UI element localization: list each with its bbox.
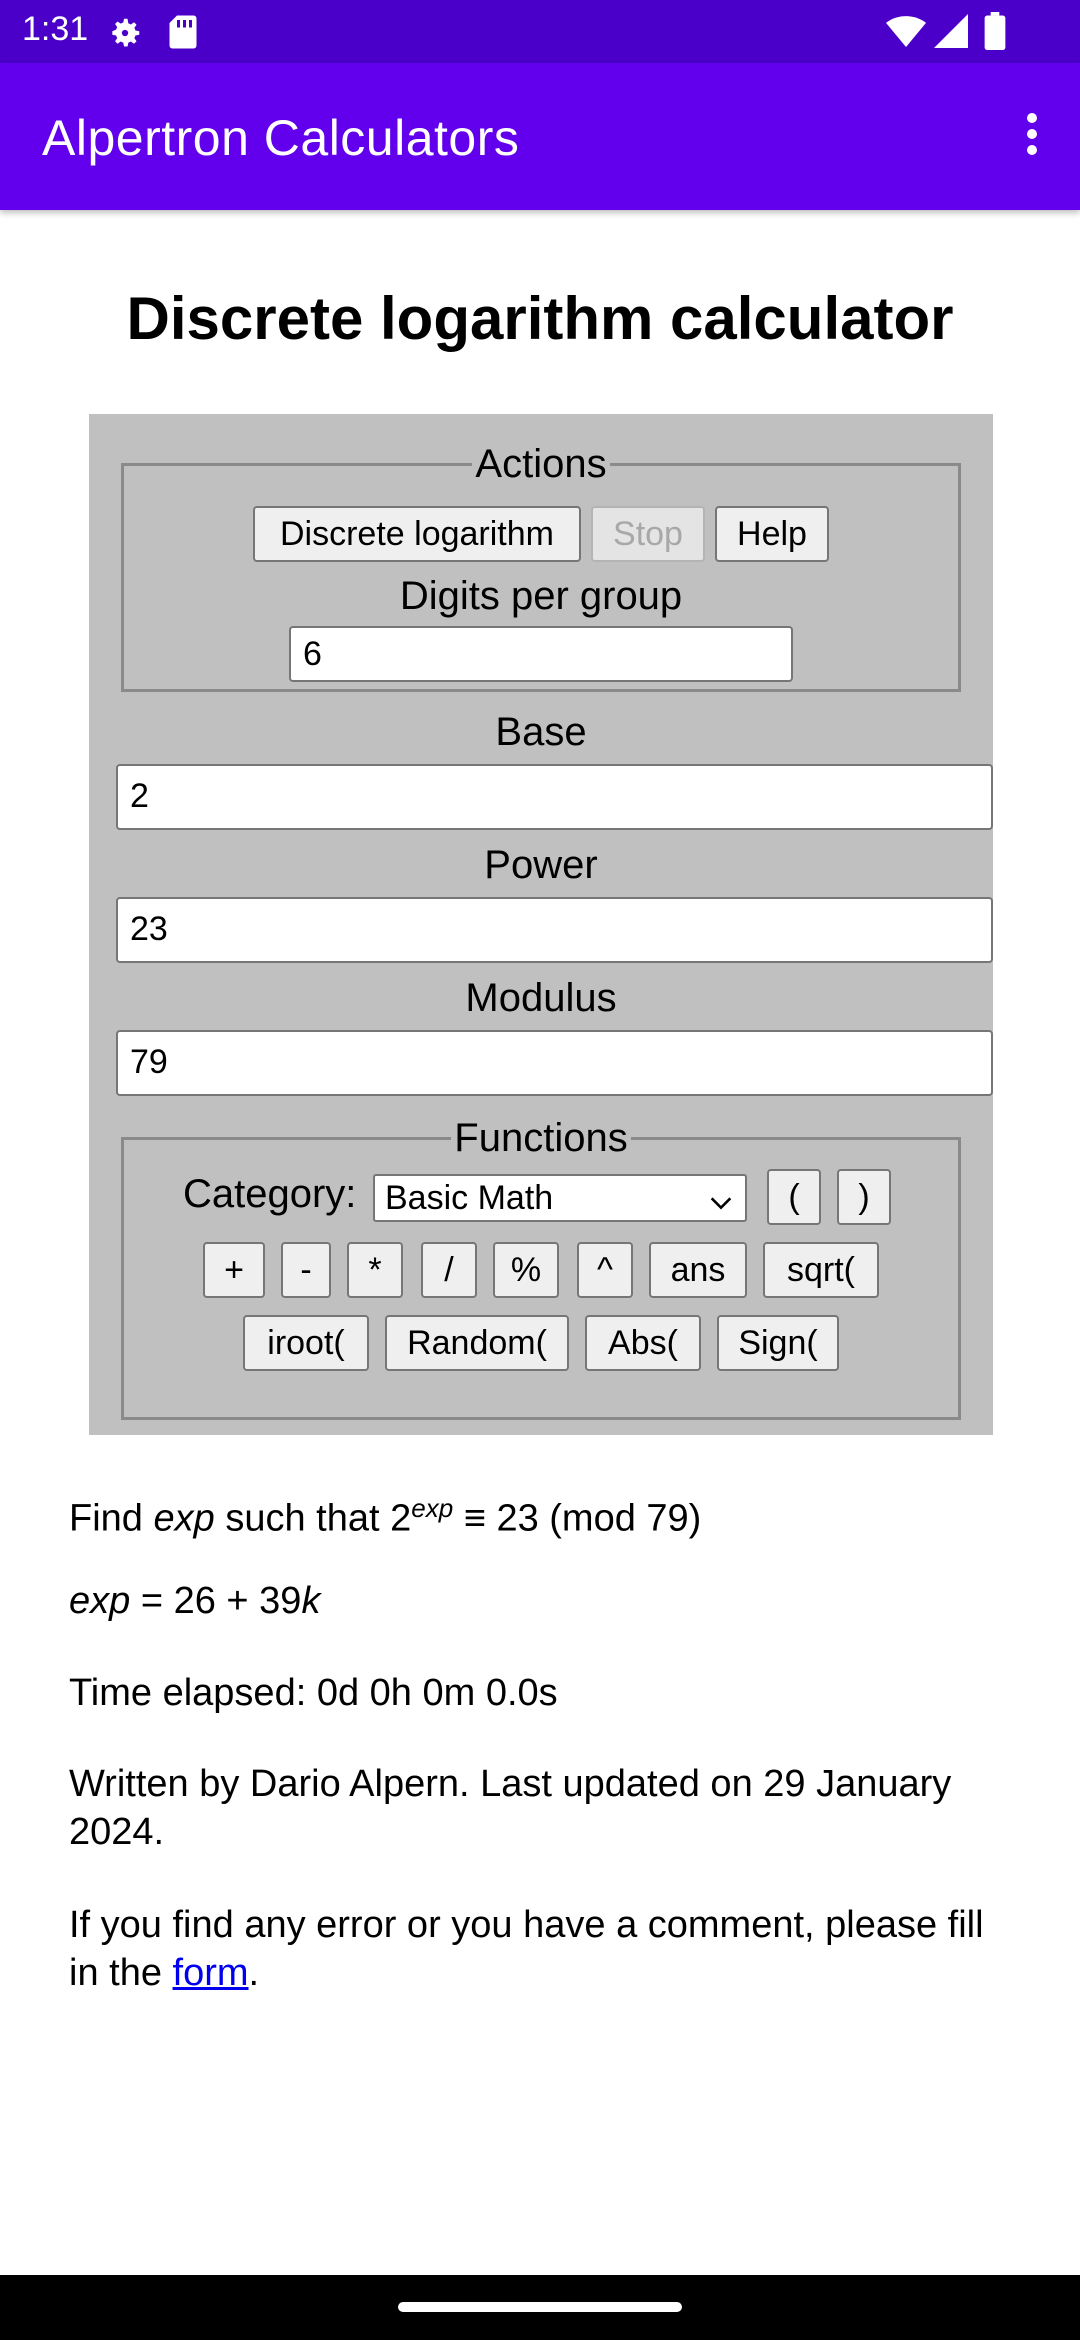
written-by: Written by Dario Alpern. Last updated on 29 January 2024. (69, 1763, 952, 1853)
help-button[interactable]: Help (715, 506, 829, 562)
solution-k: k (301, 1580, 321, 1622)
problem-exponent: exp (411, 1493, 454, 1523)
problem-mid: such that 2 (214, 1497, 412, 1540)
chevron-down-icon (707, 1184, 735, 1228)
settings-icon (106, 14, 144, 57)
problem-suffix: ≡ 23 (mod 79) (453, 1497, 702, 1540)
open-paren-button[interactable]: ( (767, 1169, 821, 1225)
comment-suffix: . (248, 1952, 260, 1994)
digits-per-group-label: Digits per group (399, 574, 683, 618)
modulus-label: Modulus (465, 976, 617, 1020)
solution (69, 1577, 1019, 1625)
app-title: Alpertron Calculators (42, 110, 520, 166)
divide-button[interactable]: / (421, 1242, 477, 1298)
status-bar (0, 0, 1080, 63)
sign-button[interactable]: Sign( (717, 1315, 839, 1371)
category-select-value: Basic Math (385, 1179, 554, 1217)
time-elapsed: Time elapsed: 0d 0h 0m 0.0s (69, 1672, 558, 1714)
base-input[interactable]: 2 (116, 764, 993, 830)
solution-mid: = 26 + 39 (130, 1580, 302, 1622)
multiply-button[interactable]: * (347, 1242, 403, 1298)
discrete-logarithm-button[interactable]: Discrete logarithm (253, 506, 581, 562)
functions-legend: Functions (454, 1116, 628, 1160)
solution-var: exp (69, 1580, 131, 1622)
home-gesture-handle[interactable] (398, 2302, 682, 2312)
wifi-icon (886, 14, 926, 55)
problem-var: exp (153, 1497, 215, 1540)
status-time: 1:31 (22, 10, 89, 48)
comment-text (69, 1901, 989, 1997)
category-select[interactable] (373, 1174, 747, 1222)
sd-card-icon (168, 14, 198, 55)
random-button[interactable]: Random( (385, 1315, 569, 1371)
navigation-bar (0, 2275, 1080, 2340)
app-bar (0, 63, 1080, 210)
problem-statement (69, 1484, 1019, 1543)
problem-prefix: Find (69, 1497, 154, 1540)
power-label: Power (484, 843, 598, 887)
calculator-panel (89, 414, 993, 1435)
battery-icon (984, 12, 1006, 55)
digits-per-group-input[interactable]: 6 (289, 626, 793, 682)
abs-button[interactable]: Abs( (585, 1315, 701, 1371)
page-title: Discrete logarithm calculator (126, 285, 954, 352)
modulo-button[interactable]: % (493, 1242, 559, 1298)
sqrt-button[interactable]: sqrt( (763, 1242, 879, 1298)
stop-button: Stop (591, 506, 705, 562)
power-button[interactable]: ^ (577, 1242, 633, 1298)
actions-legend: Actions (475, 442, 607, 486)
base-label: Base (495, 710, 587, 754)
ans-button[interactable]: ans (649, 1242, 747, 1298)
comment-prefix: If you find any error or you have a comment, please fill in the (69, 1904, 984, 1994)
plus-button[interactable]: + (203, 1242, 265, 1298)
signal-icon (934, 14, 968, 53)
close-paren-button[interactable]: ) (837, 1169, 891, 1225)
modulus-input[interactable]: 79 (116, 1030, 993, 1096)
category-label: Category: (183, 1172, 357, 1216)
form-link[interactable]: form (172, 1952, 249, 1994)
iroot-button[interactable]: iroot( (243, 1315, 369, 1371)
more-vert-icon[interactable] (1010, 107, 1054, 167)
minus-button[interactable]: - (281, 1242, 331, 1298)
power-input[interactable]: 23 (116, 897, 993, 963)
